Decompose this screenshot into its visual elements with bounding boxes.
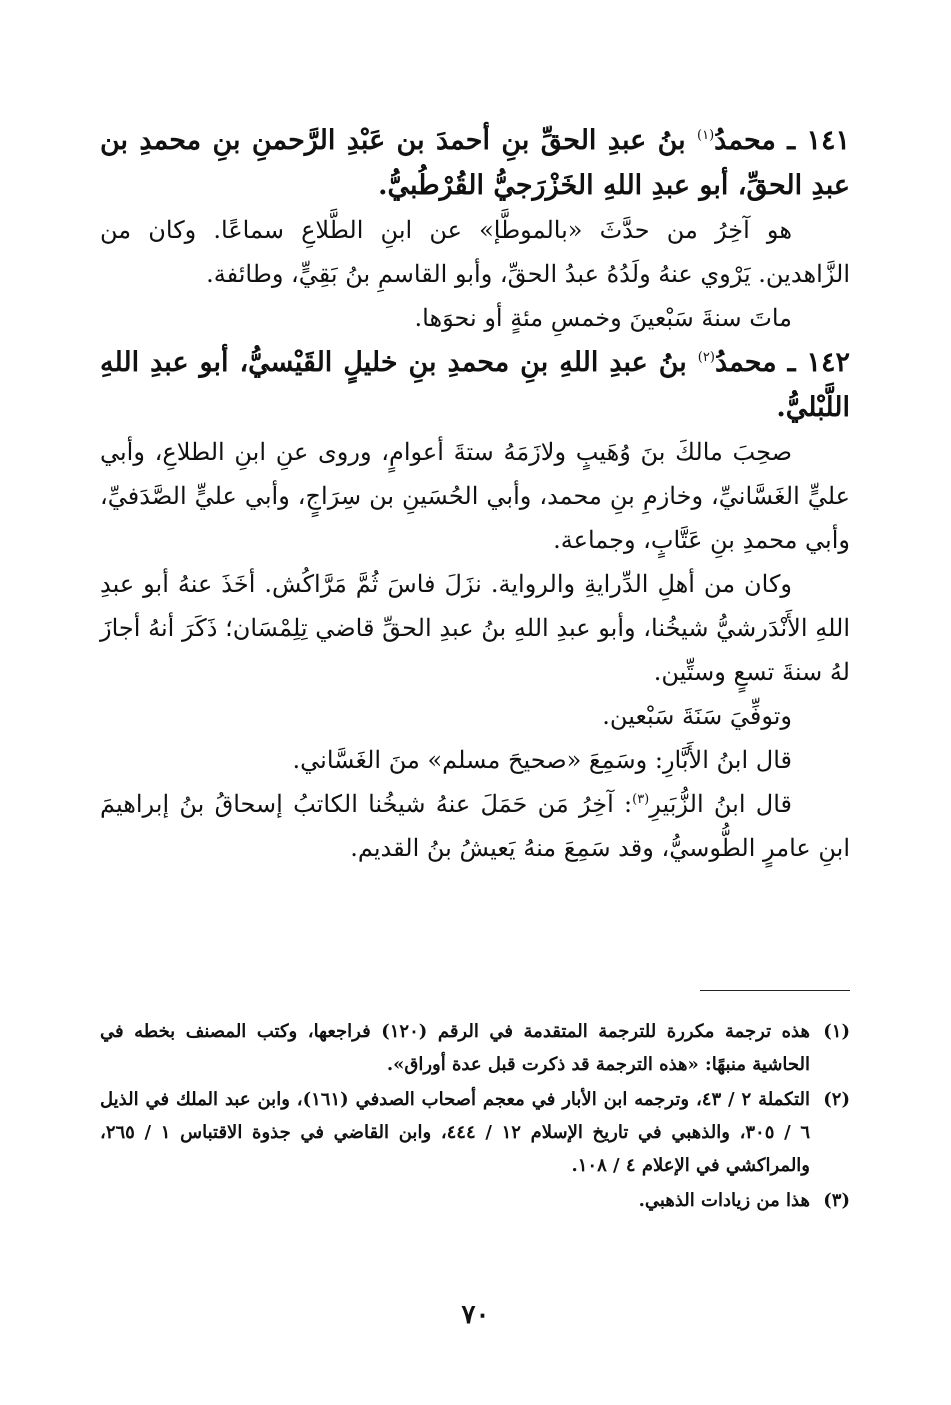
biography-entry: [100, 118, 850, 340]
main-text: [100, 118, 850, 870]
paragraph-text: صحِبَ مالكَ بنَ وُهَيبٍ ولازَمَهُ ستةَ أعوامٍ، وروى عنِ ابنِ الطلاعِ، وأبي عليٍّ الغَسَّانيِّ، وخازمِ بنِ محمد، وأبي الحُسَينِ بن سِرَاجٍ، وأبي عليٍّ الصَّدَفيِّ، وأبي محمدِ بنِ عَتَّابٍ، وجماعة.: [100, 438, 850, 554]
footnote: [100, 1083, 850, 1182]
footnotes: [100, 1015, 850, 1219]
paragraph: [100, 782, 850, 870]
footnote-ref: (٣): [632, 792, 650, 807]
footnote: [100, 1184, 850, 1217]
footnote-ref: (١): [697, 128, 715, 143]
paragraph-text: ماتَ سنةَ سَبْعينَ وخمسِ مئةٍ أو نحوَها.: [414, 304, 792, 332]
entry-heading-name: ١٤٢ ـ محمدُ: [714, 347, 850, 378]
entry-heading-name: ١٤١ ـ محمدُ: [714, 125, 850, 156]
footnote-number: (٢): [823, 1089, 850, 1110]
paragraph: [100, 430, 850, 562]
paragraph: [100, 694, 850, 738]
paragraph: [100, 208, 850, 296]
footnote: [100, 1015, 850, 1081]
entry-heading: [100, 340, 850, 430]
paragraph-text: قال ابنُ الأَبَّارِ: وسَمِعَ «صحيحَ مسلم» منَ الغَسَّاني.: [292, 746, 792, 774]
paragraph: [100, 296, 850, 340]
footnote-text: هذا من زيادات الذهبي.: [638, 1190, 810, 1211]
page-number: ٧٠: [461, 1300, 490, 1330]
footnote-text: هذه ترجمة مكررة للترجمة المتقدمة في الرقم (١٢٠) فراجعها، وكتب المصنف بخطه في الحاشية منبهًا: «هذه الترجمة قد ذكرت قبل عدة أوراق».: [100, 1021, 810, 1075]
entry-heading-rest: بنُ عبدِ الحقِّ بنِ أحمدَ بن عَبْدِ الرَّحمنِ بنِ محمدِ بن عبدِ الحقِّ، أبو عبدِ اللهِ الخَزْرَجيُّ القُرْطُبيُّ.: [100, 125, 850, 201]
entry-heading-rest: بنُ عبدِ اللهِ بنِ محمدِ بنِ خليلٍ القَيْسيُّ، أبو عبدِ اللهِ اللَّبْليُّ.: [100, 347, 850, 423]
paragraph-text: وتوفِّيَ سَنَةَ سَبْعين.: [602, 702, 792, 730]
footnote-ref: (٢): [697, 350, 715, 365]
paragraph: [100, 738, 850, 782]
paragraph: [100, 562, 850, 694]
paragraph-text: هو آخِرُ من حدَّثَ «بالموطَّإ» عن ابنِ الطَّلاعِ سماعًا. وكان من الزَّاهدين. يَرْوي عنهُ ولَدُهُ عبدُ الحقِّ، وأبو القاسمِ بنُ بَقِيٍّ، وطائفة.: [100, 216, 850, 288]
footnote-number: (٣): [823, 1190, 850, 1211]
biography-entry: [100, 340, 850, 870]
paragraph-text: وكان من أهلِ الدِّرايةِ والرواية. نزَلَ فاسَ ثُمَّ مَرَّاكُش. أخَذَ عنهُ أبو عبدِ اللهِ الأَنْدَرشيُّ شيخُنا، وأبو عبدِ اللهِ بنُ عبدِ الحقِّ قاضي تِلِمْسَان؛ ذَكَرَ أنهُ أجازَ لهُ سنةَ تسعٍ وستِّين.: [100, 570, 850, 686]
entry-heading: [100, 118, 850, 208]
paragraph-text: قال ابنُ الزُّبَيرِ: [649, 790, 793, 818]
footnote-number: (١): [823, 1021, 850, 1042]
paragraph-text: : آخِرُ مَن حَمَلَ عنهُ شيخُنا الكاتبُ إسحاقُ بنُ إبراهيمَ ابنِ عامرٍ الطُّوسيُّ، وقد سَمِعَ منهُ يَعيشُ بنُ القديم.: [100, 790, 850, 862]
footnote-text: التكملة ٢ / ٤٣، وترجمه ابن الأبار في معجم أصحاب الصدفي (١٦١)، وابن عبد الملك في الذيل ٦ / ٣٠٥، والذهبي في تاريخ الإسلام ١٢ / ٤٤٤، وابن القاضي في جذوة الاقتباس ١ / ٢٦٥، والمراكشي في الإعلام ٤ / ١٠٨.: [100, 1089, 811, 1176]
footnote-separator: [700, 990, 850, 991]
